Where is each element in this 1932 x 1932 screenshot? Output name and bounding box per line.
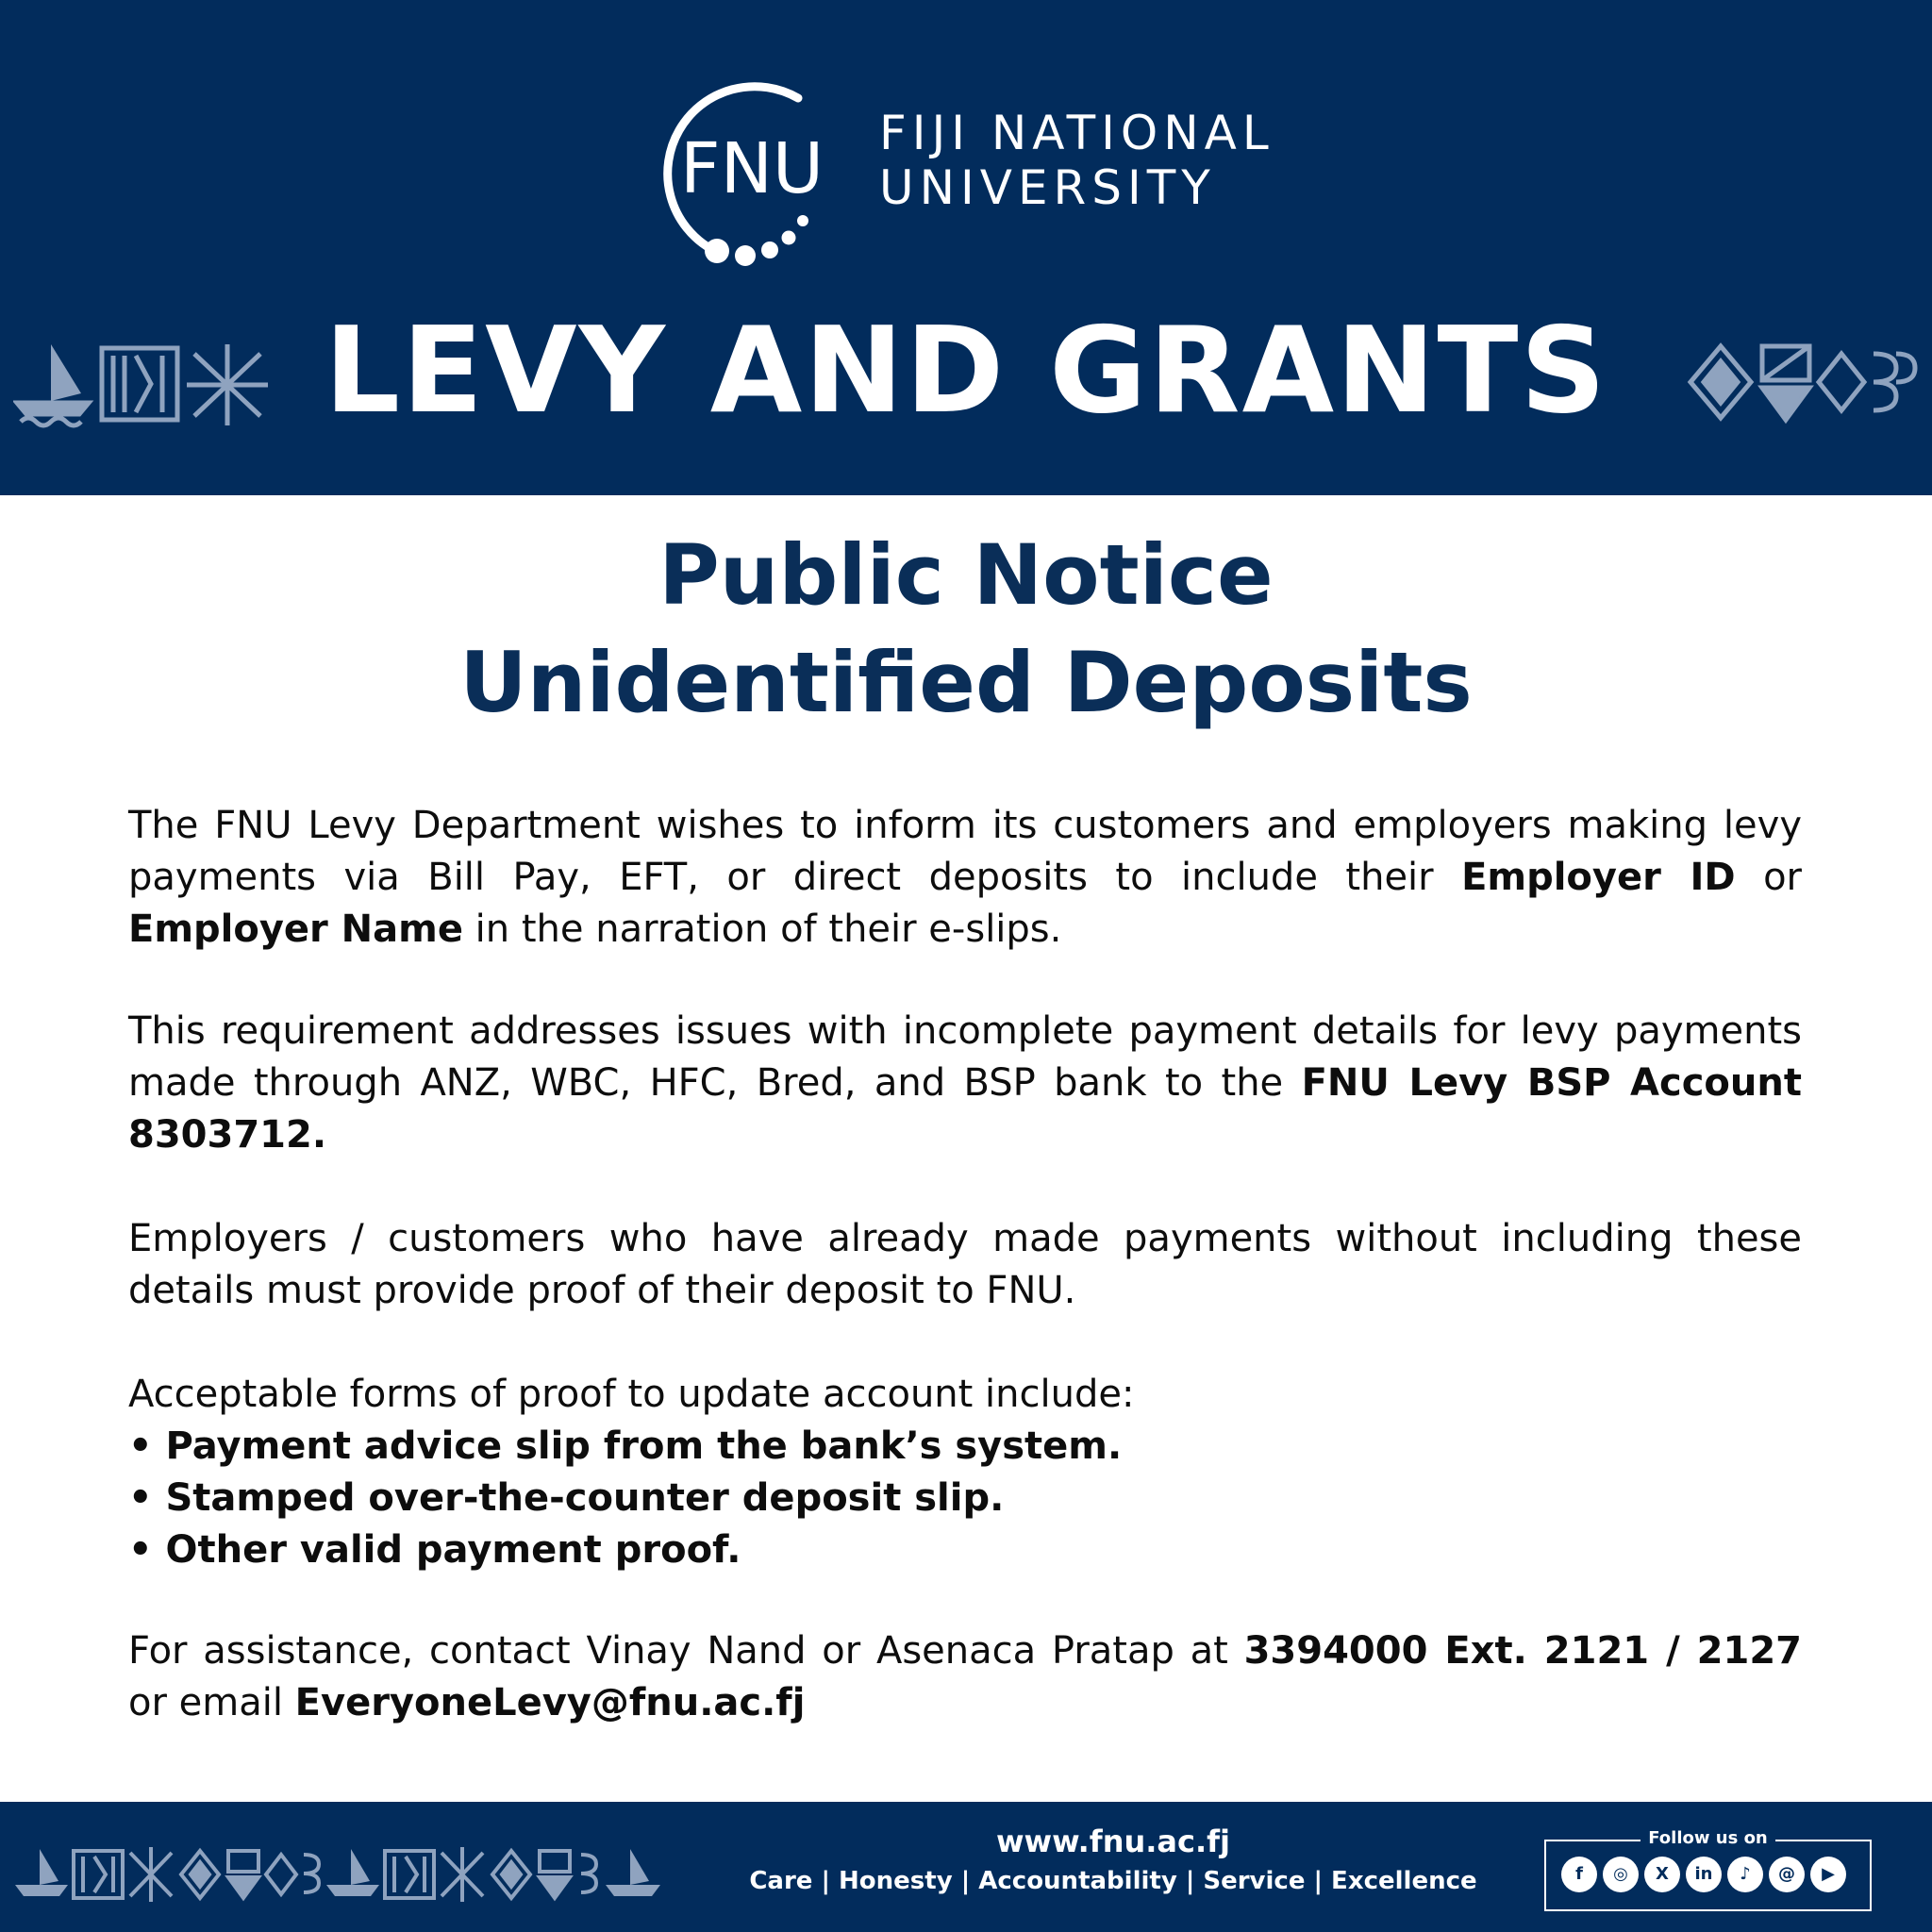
- paragraph-employer-id: [128, 800, 1802, 956]
- facebook-icon[interactable]: f: [1561, 1857, 1597, 1892]
- p1-bold-employer-id: Employer ID: [1461, 856, 1736, 899]
- list-item: • Stamped over-the-counter deposit slip.: [128, 1476, 1005, 1520]
- list-item: • Other valid payment proof.: [128, 1528, 741, 1572]
- p1-text-c: or: [1735, 856, 1802, 899]
- logo-line-1: FIJI NATIONAL: [879, 106, 1274, 160]
- social-follow-box: [1544, 1828, 1872, 1911]
- follow-label: Follow us on: [1641, 1828, 1775, 1848]
- youtube-icon[interactable]: ▶: [1810, 1857, 1846, 1892]
- notice-title: [0, 522, 1932, 737]
- university-name: [879, 106, 1274, 215]
- proof-intro: Acceptable forms of proof to update account include:: [128, 1373, 1135, 1416]
- proof-list: [128, 1421, 1802, 1576]
- footer-pattern-icon: [15, 1843, 666, 1906]
- tiktok-icon[interactable]: ♪: [1727, 1857, 1763, 1892]
- x-icon[interactable]: X: [1644, 1857, 1680, 1892]
- threads-icon[interactable]: @: [1769, 1857, 1805, 1892]
- paragraph-acceptable-proof: [128, 1369, 1802, 1576]
- notice-title-line-1: Public Notice: [658, 526, 1274, 624]
- p1-text-e: in the narration of their e-slips.: [462, 908, 1062, 951]
- core-values: Care | Honesty | Accountability | Service | Excellence: [749, 1867, 1477, 1895]
- paragraph-requirement: [128, 1006, 1802, 1161]
- p5-text-a: For assistance, contact Vinay Nand or Asenaca Pratap at: [128, 1629, 1244, 1673]
- list-item: • Payment advice slip from the bank’s system.: [128, 1424, 1123, 1468]
- paragraph-proof-required: Employers / customers who have already made payments without including these details must provide proof of their deposit to FNU.: [128, 1217, 1802, 1312]
- linkedin-icon[interactable]: in: [1686, 1857, 1722, 1892]
- banner-title: LEVY AND GRANTS: [324, 301, 1608, 440]
- header-banner: [0, 0, 1932, 495]
- p2-bold-account: FNU Levy BSP Account 8303712.: [128, 1061, 1802, 1157]
- p5-text-c: or email: [128, 1681, 295, 1724]
- paragraph-contact: [128, 1625, 1802, 1729]
- p1-bold-employer-name: Employer Name: [128, 908, 463, 951]
- contact-phone: 3394000 Ext. 2121 / 2127: [1243, 1629, 1803, 1673]
- website-link[interactable]: www.fnu.ac.fj: [995, 1824, 1231, 1859]
- contact-email-link[interactable]: EveryoneLevy@fnu.ac.fj: [294, 1681, 806, 1724]
- footer: [0, 1802, 1932, 1932]
- p2-text-a: This requirement addresses issues with incomplete payment details for levy payments made through ANZ, WBC, HFC, Bred, and BSP bank to the: [128, 1009, 1802, 1105]
- logo-line-2: UNIVERSITY: [879, 160, 1216, 215]
- p1-text-a: The FNU Levy Department wishes to inform its customers and employers making levy payments via Bill Pay, EFT, or direct deposits to include their: [128, 804, 1802, 899]
- social-icons: [1561, 1857, 1846, 1892]
- fnu-logo-icon: [638, 62, 864, 270]
- notice-title-line-2: Unidentified Deposits: [459, 634, 1473, 731]
- logo-mark-text: FNU: [680, 128, 824, 209]
- instagram-icon[interactable]: ◎: [1603, 1857, 1639, 1892]
